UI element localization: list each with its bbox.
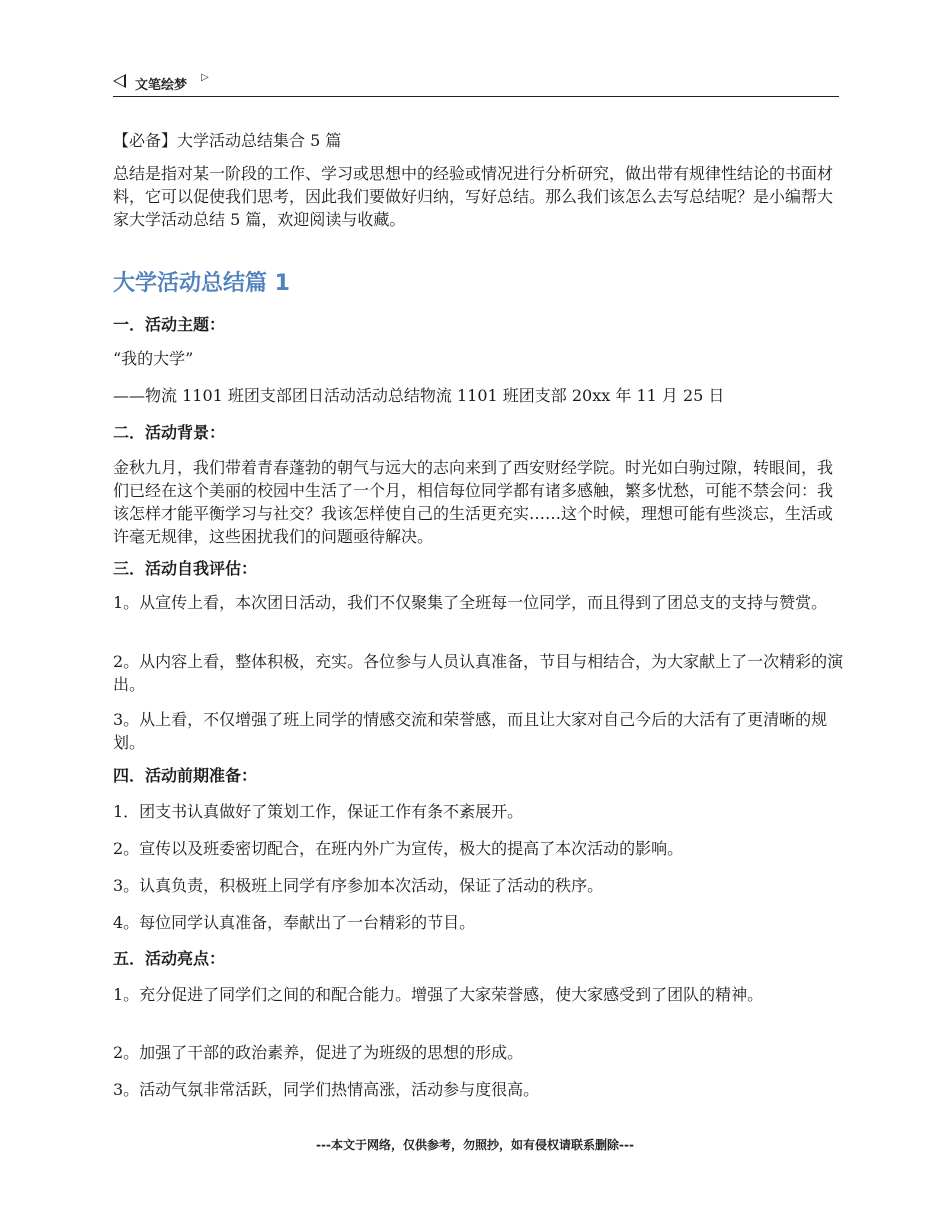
heading-self-evaluation: 三．活动自我评估： xyxy=(113,559,258,578)
theme-text: “我的大学” xyxy=(113,349,194,368)
brand-name: 文笔绘梦 xyxy=(135,78,188,93)
heading-highlights: 五．活动亮点： xyxy=(113,949,226,968)
evaluation-item: 2。从内容上看，整体积极，充实。各位参与人员认真准备，节目与相结合，为大家献上了一次精彩的演出。 xyxy=(113,652,844,694)
highlight-item: 3。活动气氛非常活跃，同学们热情高涨，活动参与度很高。 xyxy=(113,1080,540,1099)
triangle-left-icon xyxy=(113,74,126,88)
intro-paragraph: 总结是指对某一阶段的工作、学习或思想中的经验或情况进行分析研究，做出带有规律性结论的书面材料，它可以促使我们思考，因此我们要做好归纳，写好总结。那么我们该怎么去写总结呢？是小编帮大家大学活动总结 5 篇，欢迎阅读与收藏。 xyxy=(113,164,834,229)
preparation-item: 4。每位同学认真准备，奉献出了一台精彩的节目。 xyxy=(113,913,476,932)
highlight-item: 1。充分促进了同学们之间的和配合能力。增强了大家荣誉感，使大家感受到了团队的精神。 xyxy=(113,985,764,1004)
preparation-item: 2。宣传以及班委密切配合，在班内外广为宣传，极大的提高了本次活动的影响。 xyxy=(113,839,684,858)
evaluation-item: 3。从上看，不仅增强了班上同学的情感交流和荣誉感，而且让大家对自己今后的大活有了更清晰的规划。 xyxy=(113,710,828,752)
preparation-item: 1．团支书认真做好了策划工作，保证工作有条不紊展开。 xyxy=(113,802,524,821)
heading-preparation: 四．活动前期准备： xyxy=(113,766,258,785)
page-header xyxy=(113,70,839,97)
evaluation-item: 1。从宣传上看，本次团日活动，我们不仅聚集了全班每一位同学，而且得到了团总支的支持与赞赏。 xyxy=(113,593,828,612)
triangle-right-icon: ▷ xyxy=(201,72,209,83)
highlight-item: 2。加强了干部的政治素养，促进了为班级的思想的形成。 xyxy=(113,1043,524,1062)
page-footer: ---本文于网络，仅供参考，勿照抄，如有侵权请联系删除--- xyxy=(316,1138,634,1152)
heading-activity-background: 二．活动背景： xyxy=(113,423,226,442)
document-title: 【必备】大学活动总结集合 5 篇 xyxy=(113,131,342,150)
section-title: 大学活动总结篇 1 xyxy=(113,271,290,296)
background-paragraph: 金秋九月，我们带着青春蓬勃的朝气与远大的志向来到了西安财经学院。时光如白驹过隙，转眼间，我们已经在这个美丽的校园中生活了一个月，相信每位同学都有诸多感触，繁多忧愁，可能不禁会问：我该怎样才能平衡学习与社交？我该怎样使自己的生活更充实……这个时候，理想可能有些淡忘，生活或许毫无规律，这些困扰我们的问题亟待解决。 xyxy=(113,458,834,546)
heading-activity-theme: 一．活动主题： xyxy=(113,315,226,334)
theme-subtitle: ——物流 1101 班团支部团日活动活动总结物流 1101 班团支部 20xx 年 11 月 25 日 xyxy=(113,386,725,405)
preparation-item: 3。认真负责，积极班上同学有序参加本次活动，保证了活动的秩序。 xyxy=(113,876,604,895)
